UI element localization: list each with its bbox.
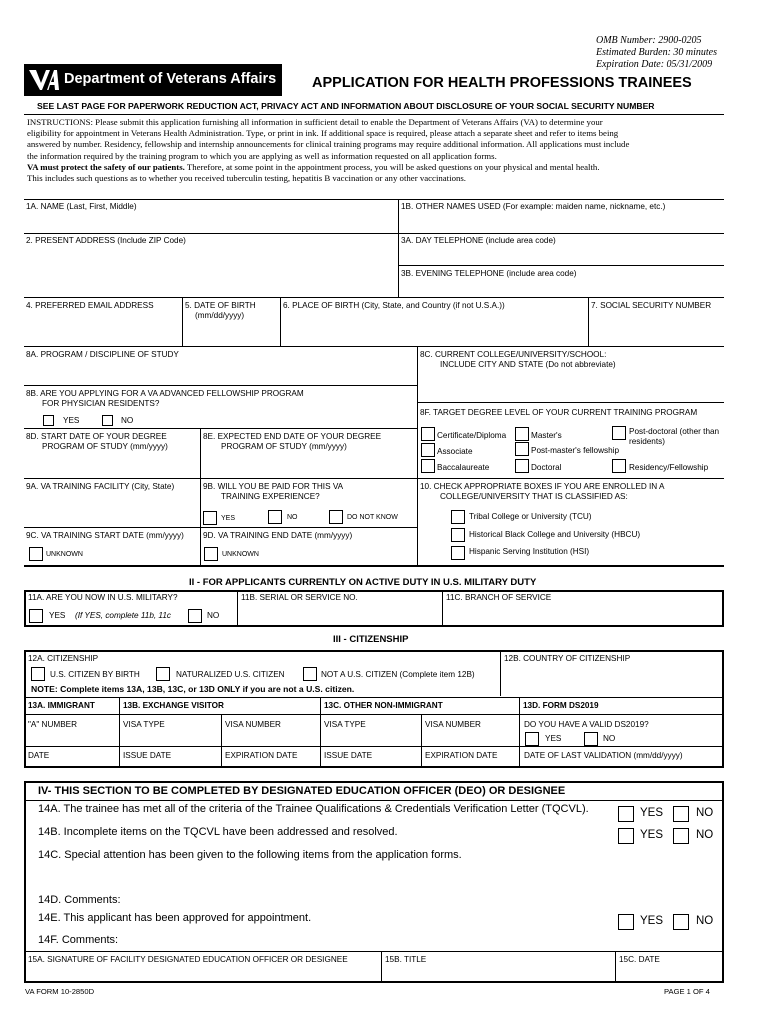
header-13b-exchange: 13B. EXCHANGE VISITOR [123, 701, 224, 710]
label-postdoc-2: residents) [629, 437, 665, 446]
header-13c-non-immigrant: 13C. OTHER NON-IMMIGRANT [324, 701, 443, 710]
instructions-line [27, 162, 727, 173]
header-13a-immigrant: 13A. IMMIGRANT [28, 701, 95, 710]
label-9b-yes: YES [221, 515, 236, 522]
field-10-classification-2: COLLEGE/UNIVERSITY THAT IS CLASSIFIED AS: [440, 492, 628, 501]
field-15c-date[interactable]: 15C. DATE [619, 955, 660, 964]
instructions-line: eligibility for appointment in Veterans Health Administration. Type, or print in ink. If additional space is required, please attach a separate sheet and refer to items being [27, 128, 619, 139]
field-13b-expiration[interactable]: EXPIRATION DATE [225, 751, 298, 760]
label-postdoc: Post-doctoral (other than [629, 427, 720, 436]
footer-form-number: VA FORM 10-2850D [25, 987, 95, 996]
checkbox-masters[interactable] [515, 427, 529, 441]
checkbox-14a-yes[interactable] [618, 806, 634, 822]
field-1b-other-names[interactable]: 1B. OTHER NAMES USED (For example: maiden name, nickname, etc.) [401, 202, 666, 211]
checkbox-8b-no[interactable] [102, 415, 113, 426]
omb-burden: Estimated Burden: 30 minutes [596, 47, 718, 58]
checkbox-11a-yes[interactable] [29, 609, 43, 623]
field-12b-country[interactable]: 12B. COUNTRY OF CITIZENSHIP [504, 654, 631, 663]
field-8a-program[interactable]: 8A. PROGRAM / DISCIPLINE OF STUDY [26, 350, 179, 359]
section-4-title: IV- THIS SECTION TO BE COMPLETED BY DESIGNATED EDUCATION OFFICER (DEO) OR DESIGNEE [38, 785, 566, 797]
label-8b-no: NO [121, 416, 134, 425]
section-2-title: II - FOR APPLICANTS CURRENTLY ON ACTIVE DUTY IN U.S. MILITARY DUTY [189, 577, 537, 588]
label-14a-yes: YES [640, 807, 664, 819]
field-3b-evening-phone[interactable]: 3B. EVENING TELEPHONE (include area code) [401, 269, 577, 278]
field-8b-fellowship: 8B. ARE YOU APPLYING FOR A VA ADVANCED FELLOWSHIP PROGRAM [26, 389, 304, 398]
label-not-citizen: NOT A U.S. CITIZEN (Complete item 12B) [321, 670, 475, 679]
va-logo-bar [24, 64, 282, 96]
label-11a-no: NO [207, 611, 220, 620]
label-hsi: Hispanic Serving Institution (HSI) [469, 547, 590, 556]
field-8b-fellowship-2: FOR PHYSICIAN RESIDENTS? [42, 399, 160, 408]
label-tcu: Tribal College or University (TCU) [469, 512, 592, 521]
instructions [27, 117, 727, 184]
label-14a-no: NO [696, 807, 714, 819]
field-8d-start-date[interactable]: 8D. START DATE OF YOUR DEGREE [26, 432, 167, 441]
field-8e-format: PROGRAM OF STUDY (mm/yyyy) [221, 442, 347, 451]
header-13d-ds2019: 13D. FORM DS2019 [523, 701, 599, 710]
field-1a-name[interactable]: 1A. NAME (Last, First, Middle) [26, 202, 137, 211]
omb-number: OMB Number: 2900-0205 [596, 35, 702, 46]
section-3-title: III - CITIZENSHIP [333, 634, 409, 645]
field-11a-military: 11A. ARE YOU NOW IN U.S. MILITARY? [28, 593, 178, 602]
checkbox-doctoral[interactable] [515, 459, 529, 473]
checkbox-not-citizen[interactable] [303, 667, 317, 681]
label-citizen-birth: U.S. CITIZEN BY BIRTH [50, 670, 140, 679]
disclosure-notice: SEE LAST PAGE FOR PAPERWORK REDUCTION ACT, PRIVACY ACT AND INFORMATION ABOUT DISCLOSURE OF YOUR SOCIAL SECURITY NUMBER [37, 101, 655, 111]
field-4-email[interactable]: 4. PREFERRED EMAIL ADDRESS [26, 301, 154, 310]
field-14a: 14A. The trainee has met all of the criteria of the Trainee Qualifications & Credentials Verification Letter (TQCVL). [38, 803, 589, 815]
field-9b-paid-2: TRAINING EXPERIENCE? [221, 492, 320, 501]
checkbox-tcu[interactable] [451, 510, 465, 524]
field-12a-citizenship: 12A. CITIZENSHIP [28, 654, 99, 663]
agency-name: Department of Veterans Affairs [64, 71, 277, 87]
field-9d-end[interactable]: 9D. VA TRAINING END DATE (mm/yyyy) [203, 531, 353, 540]
label-9b-do-not-know: DO NOT KNOW [347, 514, 398, 521]
checkbox-ds2019-yes[interactable] [525, 732, 539, 746]
field-14e: 14E. This applicant has been approved for appointment. [38, 912, 312, 924]
checkbox-11a-no[interactable] [188, 609, 202, 623]
checkbox-14e-yes[interactable] [618, 914, 634, 930]
field-10-classification: 10. CHECK APPROPRIATE BOXES IF YOU ARE ENROLLED IN A [420, 482, 665, 491]
instructions-line: the information required by the training program to which you are applying as well as information requested on all application forms. [27, 150, 497, 161]
label-14e-yes: YES [640, 915, 664, 927]
label-postmasters: Post-master's fellowship [531, 446, 620, 455]
safety-rest: Therefore, at some point in the appointment process, you will be asked questions on your physical and mental health. [184, 161, 600, 172]
checkbox-hsi[interactable] [451, 546, 465, 560]
field-14b: 14B. Incomplete items on the TQCVL have been addressed and resolved. [38, 826, 398, 838]
label-14b-no: NO [696, 829, 714, 841]
field-14d[interactable]: 14D. Comments: [38, 894, 121, 906]
omb-expiration: Expiration Date: 05/31/2009 [596, 59, 713, 70]
field-8c-instruction: INCLUDE CITY AND STATE (Do not abbreviate) [440, 360, 616, 369]
field-8c-college[interactable]: 8C. CURRENT COLLEGE/UNIVERSITY/SCHOOL: [420, 350, 607, 359]
field-last-validation[interactable]: DATE OF LAST VALIDATION (mm/dd/yyyy) [524, 751, 683, 760]
field-2-address[interactable]: 2. PRESENT ADDRESS (Include ZIP Code) [26, 236, 186, 245]
checkbox-8b-yes[interactable] [43, 415, 54, 426]
checkbox-associate[interactable] [421, 443, 435, 457]
field-13c-visa-type[interactable]: VISA TYPE [324, 720, 366, 729]
instructions-line: INSTRUCTIONS: Please submit this application furnishing all information in sufficient detail to enable the Department of Veterans Affairs (VA) to determine your [27, 117, 603, 127]
field-13c-expiration[interactable]: EXPIRATION DATE [425, 751, 498, 760]
checkbox-baccalaureate[interactable] [421, 459, 435, 473]
field-13b-visa-number[interactable]: VISA NUMBER [225, 720, 281, 729]
checkbox-14b-no[interactable] [673, 828, 689, 844]
label-8b-yes: YES [63, 416, 80, 425]
checkbox-postdoc[interactable] [612, 426, 626, 440]
checkbox-hbcu[interactable] [451, 528, 465, 542]
label-14e-no: NO [696, 915, 714, 927]
checkbox-certificate[interactable] [421, 427, 435, 441]
checkbox-residency[interactable] [612, 459, 626, 473]
footer-page-number: PAGE 1 OF 4 [664, 987, 710, 996]
field-11b-serial[interactable]: 11B. SERIAL OR SERVICE NO. [241, 593, 358, 602]
checkbox-9b-do-not-know[interactable] [329, 510, 343, 524]
checkbox-14b-yes[interactable] [618, 828, 634, 844]
label-11a-yes: YES [49, 611, 66, 620]
label-associate: Associate [437, 447, 473, 456]
omb-block [596, 35, 717, 71]
label-9c-unknown: UNKNOWN [46, 551, 83, 558]
field-3a-day-phone[interactable]: 3A. DAY TELEPHONE (include area code) [401, 236, 556, 245]
instructions-line: answered by number. Residency, fellowship and internship announcements for clinical training programs may require additional information. All applications must include [27, 139, 630, 150]
label-11a-note: (If YES, complete 11b, 11c [75, 611, 172, 620]
field-9b-paid: 9B. WILL YOU BE PAID FOR THIS VA [203, 482, 344, 491]
checkbox-9b-no[interactable] [268, 510, 282, 524]
field-15b-title[interactable]: 15B. TITLE [385, 955, 427, 964]
checkbox-14a-no[interactable] [673, 806, 689, 822]
field-5-dob-format: (mm/dd/yyyy) [195, 311, 245, 320]
checkbox-citizen-birth[interactable] [31, 667, 45, 681]
field-15a-signature[interactable]: 15A. SIGNATURE OF FACILITY DESIGNATED EDUCATION OFFICER OR DESIGNEE [28, 955, 348, 964]
label-14b-yes: YES [640, 829, 664, 841]
field-14f[interactable]: 14F. Comments: [38, 934, 119, 946]
label-residency: Residency/Fellowship [629, 463, 709, 472]
field-8d-format: PROGRAM OF STUDY (mm/yyyy) [42, 442, 168, 451]
field-14c[interactable]: 14C. Special attention has been given to the following items from the application forms. [38, 849, 462, 861]
citizenship-note: NOTE: Complete items 13A, 13B, 13C, or 13D ONLY if you are not a U.S. citizen. [31, 684, 355, 694]
form-title: APPLICATION FOR HEALTH PROFESSIONS TRAINEES [312, 75, 692, 91]
label-certificate: Certificate/Diploma [437, 431, 507, 440]
label-naturalized: NATURALIZED U.S. CITIZEN [176, 670, 285, 679]
checkbox-14e-no[interactable] [673, 914, 689, 930]
checkbox-naturalized[interactable] [156, 667, 170, 681]
label-9b-no: NO [287, 514, 298, 521]
field-6-place-of-birth[interactable]: 6. PLACE OF BIRTH (City, State, and Country (if not U.S.A.)) [283, 301, 505, 310]
safety-statement: VA must protect the safety of our patients. [27, 161, 185, 172]
field-9c-start[interactable]: 9C. VA TRAINING START DATE (mm/yyyy) [26, 531, 184, 540]
label-baccalaureate: Baccalaureate [437, 463, 490, 472]
checkbox-postmasters[interactable] [515, 442, 529, 456]
va-seal-icon [28, 67, 60, 93]
label-9d-unknown: UNKNOWN [222, 551, 259, 558]
field-a-number[interactable]: "A" NUMBER [28, 720, 78, 729]
field-13b-issue-date[interactable]: ISSUE DATE [123, 751, 172, 760]
field-11c-branch[interactable]: 11C. BRANCH OF SERVICE [446, 593, 552, 602]
label-ds2019-no: NO [603, 734, 616, 743]
field-ds2019-question: DO YOU HAVE A VALID DS2019? [524, 720, 649, 729]
label-doctoral: Doctoral [531, 463, 562, 472]
field-7-ssn[interactable]: 7. SOCIAL SECURITY NUMBER [591, 301, 712, 310]
field-8e-end-date[interactable]: 8E. EXPECTED END DATE OF YOUR DEGREE [203, 432, 382, 441]
checkbox-9c-unknown[interactable] [29, 547, 43, 561]
field-13a-date[interactable]: DATE [28, 751, 50, 760]
label-masters: Master's [531, 431, 562, 440]
instructions-line: This includes such questions as to whether you received tuberculin testing, hepatitis B vaccination or any other vaccinations. [27, 173, 466, 184]
label-ds2019-yes: YES [545, 734, 562, 743]
field-5-dob[interactable]: 5. DATE OF BIRTH [185, 301, 256, 310]
checkbox-9b-yes[interactable] [203, 511, 217, 525]
field-8f-target-degree: 8F. TARGET DEGREE LEVEL OF YOUR CURRENT TRAINING PROGRAM [420, 408, 698, 417]
label-hbcu: Historical Black College and University (HBCU) [469, 530, 641, 539]
checkbox-9d-unknown[interactable] [204, 547, 218, 561]
field-13b-visa-type[interactable]: VISA TYPE [123, 720, 165, 729]
field-13c-issue-date[interactable]: ISSUE DATE [324, 751, 373, 760]
field-9a-facility[interactable]: 9A. VA TRAINING FACILITY (City, State) [26, 482, 175, 491]
checkbox-ds2019-no[interactable] [584, 732, 598, 746]
field-13c-visa-number[interactable]: VISA NUMBER [425, 720, 481, 729]
